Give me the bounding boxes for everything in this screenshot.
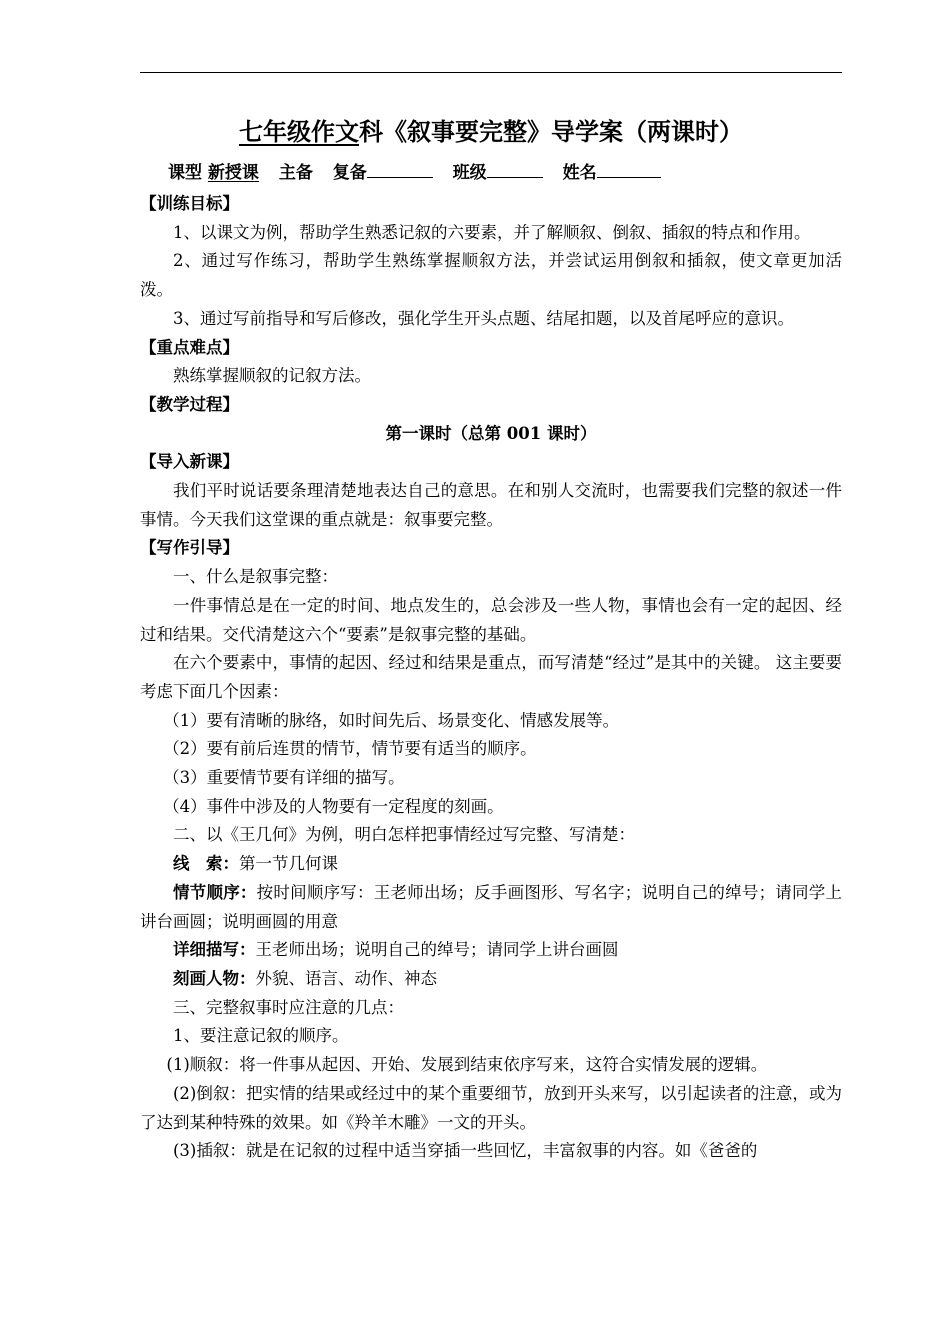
detail-line bbox=[140, 936, 842, 965]
process-heading: 【教学过程】 bbox=[140, 394, 239, 414]
factor-1: （1）要有清晰的脉络，如时间先后、场景变化、情感发展等。 bbox=[163, 710, 620, 730]
training-item-1: 1、以课文为例，帮助学生熟悉记叙的六要素，并了解顺叙、倒叙、插叙的特点和作用。 bbox=[173, 222, 811, 242]
clue-line bbox=[140, 850, 842, 879]
detail-text: 王老师出场；说明自己的绰号；请同学上讲台画圆 bbox=[255, 940, 619, 960]
title-grade: 七年级 bbox=[239, 117, 311, 146]
order-text: 按时间顺序写：王老师出场；反手画图形、写名字；说明自己的绰号；请同学上讲台画圆；说明画圆的用意 bbox=[140, 882, 843, 931]
factor-4: （4）事件中涉及的人物要有一定程度的刻画。 bbox=[163, 796, 504, 816]
class-label: 班级 bbox=[452, 163, 487, 183]
training-item-3: 3、通过写前指导和写后修改，强化学生开头点题、结尾扣题，以及首尾呼应的意识。 bbox=[173, 308, 794, 328]
sequence-flashback: (2)倒叙：把实情的结果或经过中的某个重要细节，放到开头来写，以引起读者的注意，或为了达到某种特殊的效果。如《羚羊木雕》一文的开头。 bbox=[140, 1083, 842, 1132]
key-text: 熟练掌握顺叙的记叙方法。 bbox=[173, 366, 371, 386]
intro-text: 我们平时说话要条理清楚地表达自己的意思。在和别人交流时，也需要我们完整的叙述一件事情。今天我们这堂课的重点就是：叙事要完整。 bbox=[140, 481, 842, 529]
lesson-type-label: 课型 bbox=[168, 163, 202, 183]
factor-3: （3）重要情节要有详细的描写。 bbox=[163, 768, 405, 788]
name-blank[interactable] bbox=[597, 161, 661, 178]
document-title bbox=[140, 112, 842, 152]
lesson-title: 第一课时（总第 001 课时） bbox=[385, 423, 597, 443]
meta-line bbox=[140, 158, 842, 188]
main-prep-label: 主备 bbox=[278, 163, 313, 183]
clue-text: 第一节几何课 bbox=[239, 854, 338, 874]
section-3-item-1: 1、要注意记叙的顺序。 bbox=[173, 1026, 349, 1046]
section-2-title: 二、以《王几何》为例，明白怎样把事情经过写完整、写清楚： bbox=[173, 825, 635, 845]
header-rule bbox=[140, 72, 842, 73]
training-heading: 【训练目标】 bbox=[140, 194, 239, 213]
key-heading: 【重点难点】 bbox=[140, 337, 239, 357]
section-1-title: 一、什么是叙事完整： bbox=[173, 567, 338, 587]
order-label: 情节顺序： bbox=[173, 882, 257, 902]
character-text: 外貌、语言、动作、神态 bbox=[255, 968, 437, 988]
section-3-title: 三、完整叙事时应注意的几点： bbox=[173, 997, 404, 1017]
intro-heading: 【导入新课】 bbox=[140, 452, 239, 472]
clue-label: 线 索： bbox=[173, 854, 239, 874]
class-blank[interactable] bbox=[487, 161, 543, 178]
order-line bbox=[140, 879, 842, 936]
character-line bbox=[140, 965, 842, 994]
factor-2: （2）要有前后连贯的情节，情节要有适当的顺序。 bbox=[163, 739, 537, 759]
detail-label: 详细描写： bbox=[173, 940, 256, 960]
title-main: 科《叙事要完整》导学案（两课时） bbox=[359, 117, 743, 146]
title-subject: 作文 bbox=[311, 117, 359, 146]
name-label: 姓名 bbox=[562, 163, 597, 183]
lesson-type-value: 新授课 bbox=[207, 163, 259, 183]
character-label: 刻画人物： bbox=[173, 968, 256, 988]
document-body bbox=[140, 112, 842, 1166]
sequence-chronological: (1)顺叙：将一件事从起因、开始、发展到结束依序写来，这符合实情发展的逻辑。 bbox=[166, 1055, 768, 1075]
training-item-2: 2、通过写作练习，帮助学生熟练掌握顺叙方法，并尝试运用倒叙和插叙，使文章更加活泼。 bbox=[140, 251, 842, 300]
guide-heading: 【写作引导】 bbox=[140, 538, 239, 558]
re-prep-blank[interactable] bbox=[367, 161, 433, 178]
re-prep-label: 复备 bbox=[332, 163, 367, 183]
section-1-para-2: 在六个要素中，事情的起因、经过和结果是重点，而写清楚“经过”是其中的关键。 这主要要考虑下面几个因素： bbox=[140, 653, 842, 701]
section-1-para-1: 一件事情总是在一定的时间、地点发生的，总会涉及一些人物，事情也会有一定的起因、经过和结果。交代清楚这六个“要素”是叙事完整的基础。 bbox=[140, 595, 842, 644]
sequence-interpolation: (3)插叙：就是在记叙的过程中适当穿插一些回忆，丰富叙事的内容。如《爸爸的 bbox=[173, 1141, 758, 1161]
